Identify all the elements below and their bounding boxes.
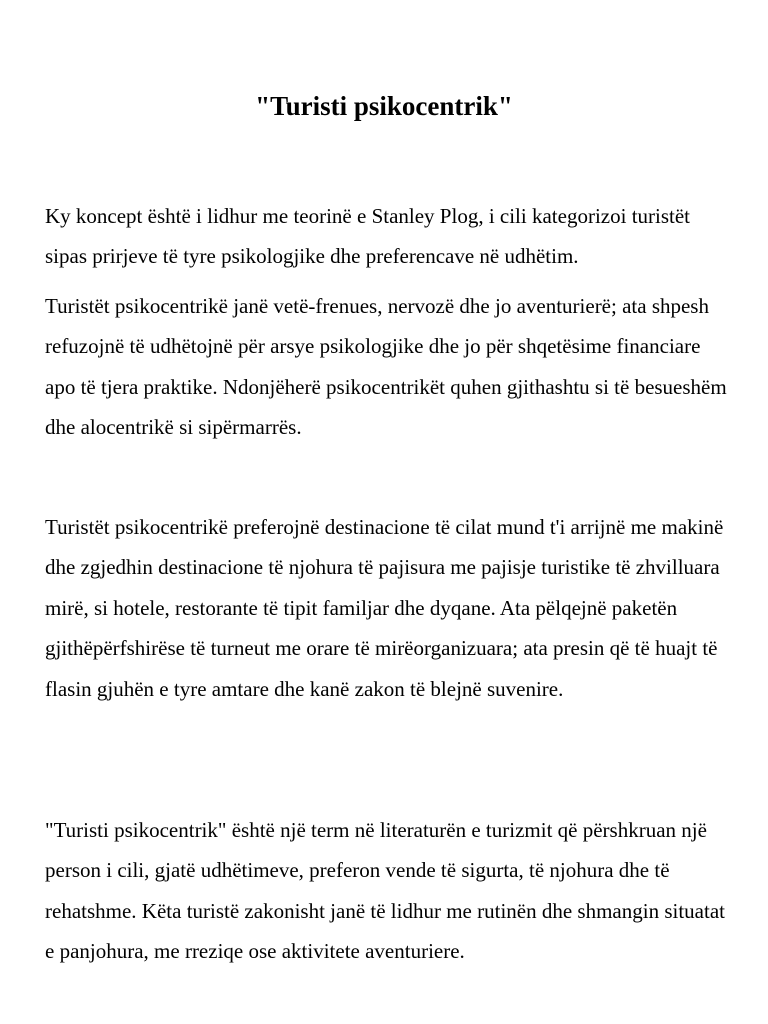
paragraph-intro: Ky koncept është i lidhur me teorinë e Stanley Plog, i cili kategorizoi turistët sipas prirjeve të tyre psikologjike dhe preferencave në udhëtim. — [45, 204, 691, 269]
paragraph-definition: "Turisti psikocentrik" është një term në literaturën e turizmit që përshkruan një person i cili, gjatë udhëtimeve, preferon vende të sigurta, të njohura dhe të rehatshme. Këta turistë zakonisht janë të lidhur me rutinën dhe shmangin situatat e panjohura, me rreziqe ose aktivitete aventuriere. — [45, 818, 725, 964]
paragraph-preferences: Turistët psikocentrikë preferojnë destinacione të cilat mund t'i arrijnë me makinë dhe zgjedhin destinacione të njohura të pajisura me pajisje turistike të zhvilluara mirë, si hotele, restorante të tipit familjar dhe dyqane. Ata pëlqejnë paketën gjithëpërfshirëse të turneut me orare të mirëorganizuara; ata presin që të huajt të flasin gjuhën e tyre amtare dhe kanë zakon të blejnë suvenire. — [45, 515, 724, 701]
page-title: "Turisti psikocentrik" — [255, 91, 513, 121]
paragraph-traits: Turistët psikocentrikë janë vetë-frenues, nervozë dhe jo aventurierë; ata shpesh refuzojnë të udhëtojnë për arsye psikologjike dhe jo për shqetësime financiare apo të tjera praktike. Ndonjëherë psikocentrikët quhen gjithashtu si të besueshëm dhe alocentrikë si sipërmarrës. — [45, 294, 727, 440]
